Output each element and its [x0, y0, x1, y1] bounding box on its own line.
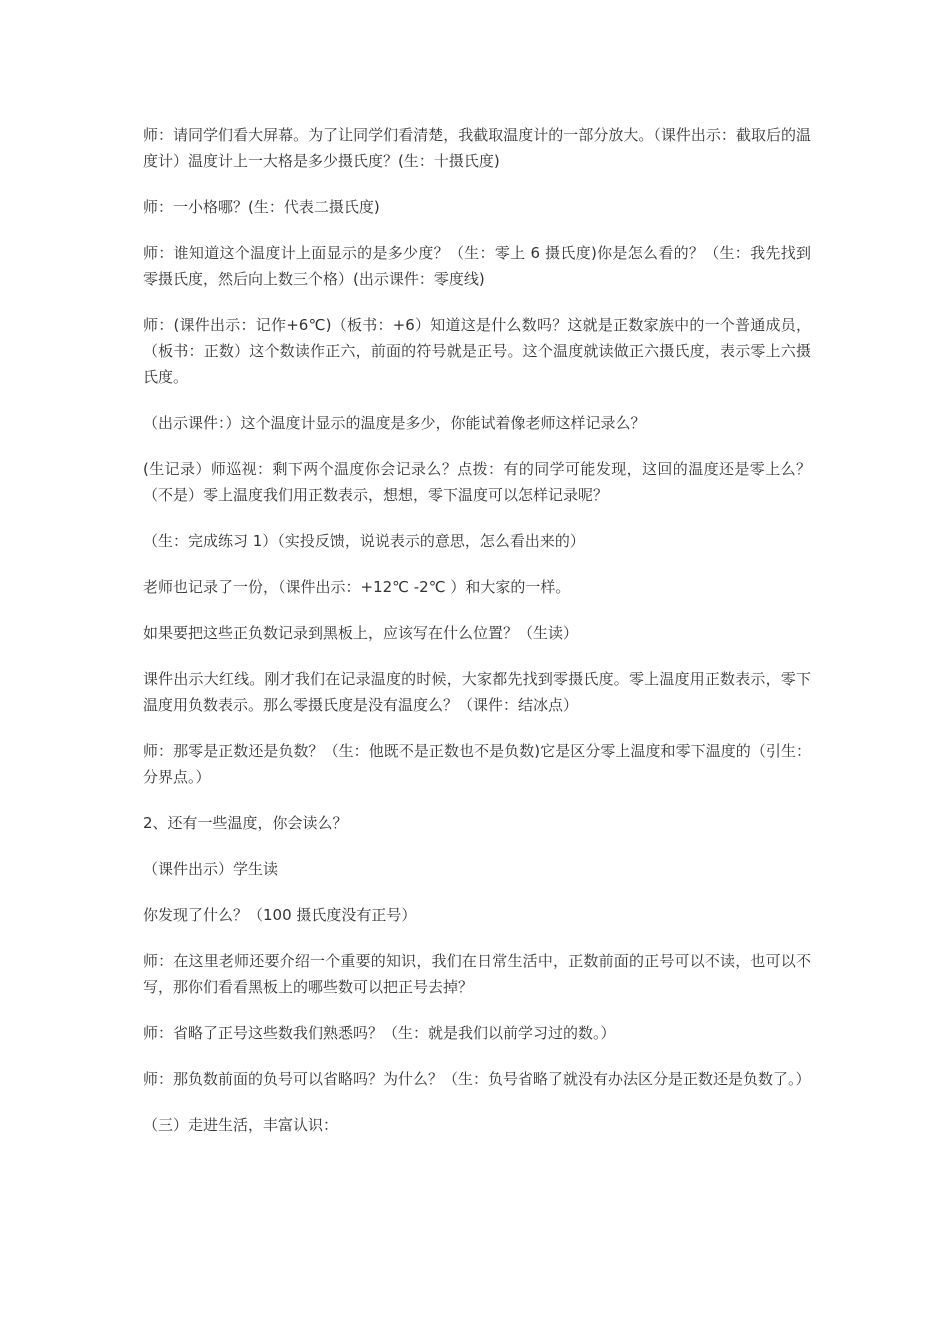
paragraph-13: （课件出示）学生读: [143, 860, 279, 878]
paragraph-3: 师：谁知道这个温度计上面显示的是多少度？（生：零上 6 摄氏度)你是怎么看的？（生：我先找到零摄氏度，然后向上数三个格）(出示课件：零度线): [143, 244, 811, 288]
paragraph-11: 师：那零是正数还是负数？（生：他既不是正数也不是负数)它是区分零上温度和零下温度的（引生：分界点。）: [143, 742, 811, 786]
paragraph-16: 师：省略了正号这些数我们熟悉吗？（生：就是我们以前学习过的数。）: [143, 1024, 616, 1042]
paragraph-17: 师：那负数前面的负号可以省略吗？为什么？（生：负号省略了就没有办法区分是正数还是负数了。）: [143, 1070, 811, 1088]
section-heading-3: （三）走进生活，丰富认识：: [143, 1116, 339, 1134]
paragraph-8: 老师也记录了一份，（课件出示：+12℃ -2℃ ）和大家的一样。: [143, 578, 571, 596]
paragraph-14: 你发现了什么？（100 摄氏度没有正号）: [143, 906, 417, 924]
paragraph-2: 师：一小格哪？(生：代表二摄氏度): [143, 198, 380, 216]
paragraph-7: （生：完成练习 1）（实投反馈，说说表示的意思，怎么看出来的）: [143, 532, 585, 550]
section-heading-2: 2、还有一些温度，你会读么？: [143, 814, 348, 832]
document-body: [143, 122, 811, 1158]
paragraph-15: 师：在这里老师还要介绍一个重要的知识，我们在日常生活中，正数前面的正号可以不读，也可以不写，那你们看看黑板上的哪些数可以把正号去掉？: [143, 952, 811, 996]
paragraph-10: 课件出示大红线。刚才我们在记录温度的时候，大家都先找到零摄氏度。零上温度用正数表示，零下温度用负数表示。那么零摄氏度是没有温度么？（课件：结冰点）: [143, 670, 811, 714]
paragraph-4: 师：(课件出示：记作+6℃)（板书：+6）知道这是什么数吗？这就是正数家族中的一个普通成员，（板书：正数）这个数读作正六，前面的符号就是正号。这个温度就读做正六摄氏度，表示零上六摄氏度。: [143, 316, 811, 386]
paragraph-5: （出示课件：）这个温度计显示的温度是多少，你能试着像老师这样记录么？: [143, 414, 646, 432]
paragraph-6: (生记录）师巡视：剩下两个温度你会记录么？点拨：有的同学可能发现，这回的温度还是零上么？（不是）零上温度我们用正数表示，想想，零下温度可以怎样记录呢？: [143, 460, 811, 504]
paragraph-1: 师：请同学们看大屏幕。为了让同学们看清楚，我截取温度计的一部分放大。（课件出示：截取后的温度计）温度计上一大格是多少摄氏度？(生：十摄氏度): [143, 126, 811, 170]
paragraph-9: 如果要把这些正负数记录到黑板上，应该写在什么位置？（生读）: [143, 624, 579, 642]
